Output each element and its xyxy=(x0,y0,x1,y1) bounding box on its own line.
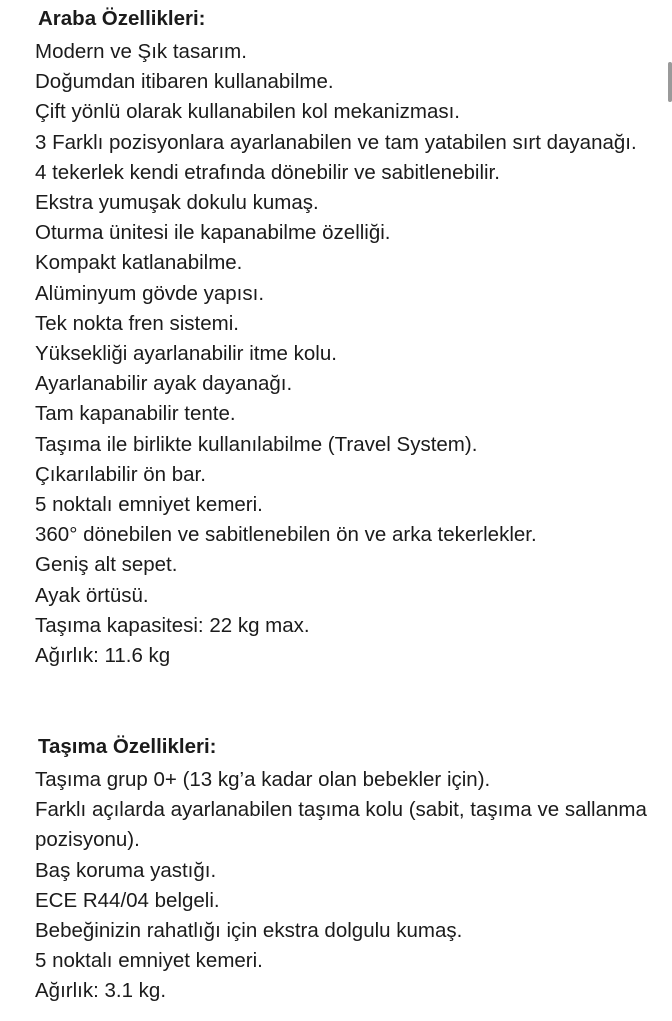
list-item: Doğumdan itibaren kullanabilme. xyxy=(35,70,334,94)
list-item: Tek nokta fren sistemi. xyxy=(35,311,239,335)
list-item: Taşıma kapasitesi: 22 kg max. xyxy=(35,613,310,637)
list-item: Geniş alt sepet. xyxy=(35,553,178,577)
list-item: Baş koruma yastığı. xyxy=(35,858,217,882)
list-item: Çıkarılabilir ön bar. xyxy=(35,462,206,486)
list-item: Alüminyum gövde yapısı. xyxy=(35,281,265,305)
list-item: Bebeğinizin rahatlığı için ekstra dolgulu kumaş. xyxy=(35,919,463,943)
list-item: Farklı açılarda ayarlanabilen taşıma kolu (sabit, taşıma ve sallanma pozisyonu). xyxy=(35,798,647,852)
list-item: Ağırlık: 3.1 kg. xyxy=(35,979,167,1003)
list-item: Taşıma grup 0+ (13 kg’a kadar olan bebekler için). xyxy=(35,768,491,791)
list-item: Modern ve Şık tasarım. xyxy=(35,40,247,63)
list-item: Tam kapanabilir tente. xyxy=(35,402,236,426)
feature-list-tasima xyxy=(35,765,655,1007)
list-item: 5 noktalı emniyet kemeri. xyxy=(35,949,263,973)
list-item: 3 Farklı pozisyonlara ayarlanabilen ve tam yatabilen sırt dayanağı. xyxy=(35,130,637,154)
list-item: Taşıma ile birlikte kullanılabilme (Travel System). xyxy=(35,432,478,456)
list-item: ECE R44/04 belgeli. xyxy=(35,888,220,912)
list-item: Ayarlanabilir ayak dayanağı. xyxy=(35,372,293,396)
list-item: Ekstra yumuşak dokulu kumaş. xyxy=(35,191,319,215)
list-item: Yüksekliği ayarlanabilir itme kolu. xyxy=(35,342,337,366)
feature-list-araba xyxy=(35,37,655,671)
list-item: Ağırlık: 11.6 kg xyxy=(35,644,171,668)
list-item: Ayak örtüsü. xyxy=(35,583,149,607)
list-item: Çift yönlü olarak kullanabilen kol mekanizması. xyxy=(35,100,461,124)
section-title-araba: Araba Özellikleri: xyxy=(38,7,206,30)
list-item: Kompakt katlanabilme. xyxy=(35,251,243,275)
list-item: 4 tekerlek kendi etrafında dönebilir ve sabitlenebilir. xyxy=(35,160,500,184)
scrollbar-thumb[interactable] xyxy=(668,62,672,102)
list-item: 5 noktalı emniyet kemeri. xyxy=(35,493,263,517)
list-item: Oturma ünitesi ile kapanabilme özelliği. xyxy=(35,221,391,245)
section-title-tasima: Taşıma Özellikleri: xyxy=(38,735,217,758)
list-item: 360° dönebilen ve sabitlenebilen ön ve arka tekerlekler. xyxy=(35,523,537,547)
